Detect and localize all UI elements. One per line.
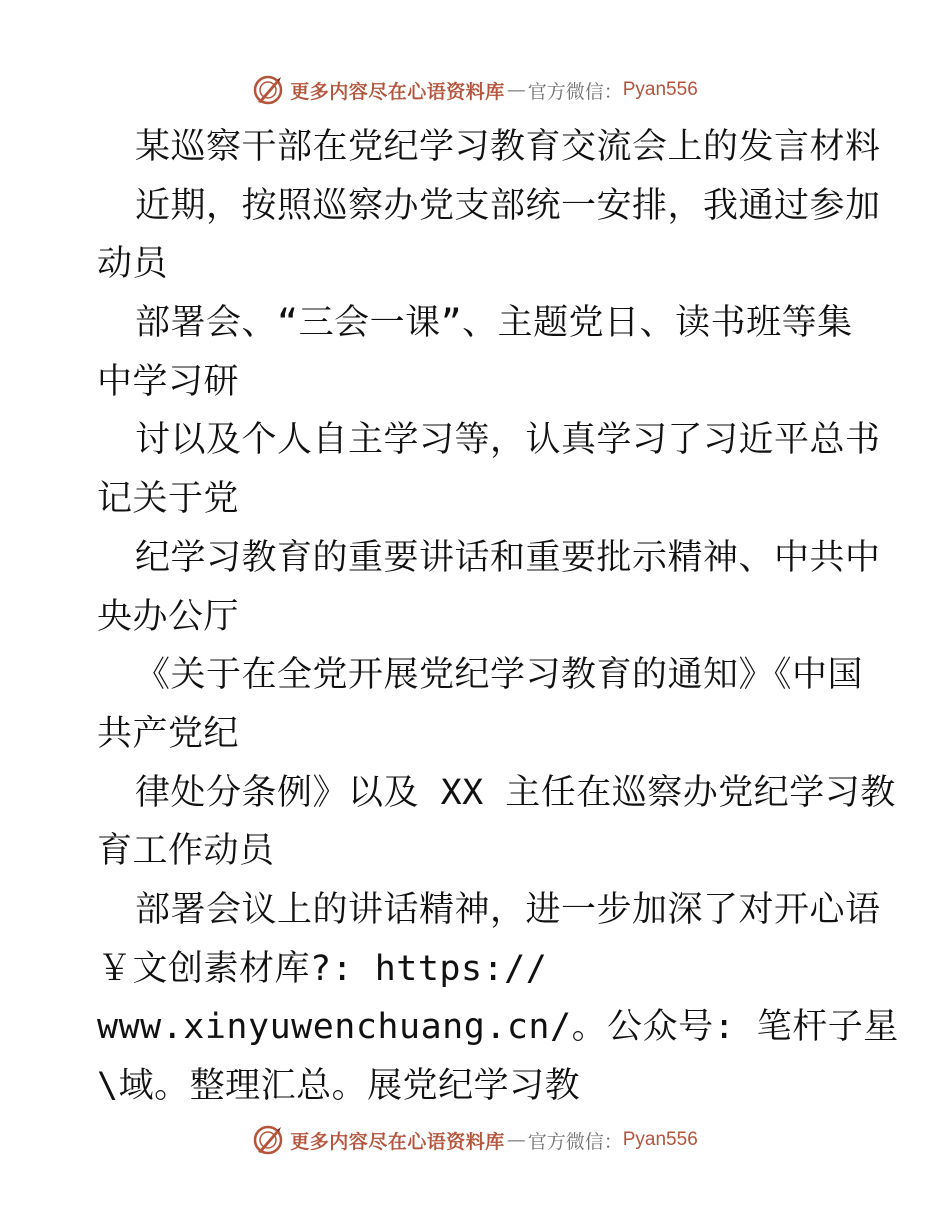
header-banner-main: 更多内容尽在心语资料库 xyxy=(290,80,505,103)
text-line: 《关于在全党开展党纪学习教育的通知》《中国 xyxy=(135,655,864,696)
header-banner-official-label: 官方微信： xyxy=(527,80,623,103)
text-line: 动员 xyxy=(97,244,169,285)
text-line: 央办公厅 xyxy=(97,596,240,637)
document-body xyxy=(97,118,899,1116)
text-line: 育工作动员 xyxy=(97,831,275,872)
header-banner-separator: — xyxy=(506,79,526,101)
header-banner-text xyxy=(290,77,698,104)
text-line: www.xinyuwenchuang.cn/。公众号: 笔杆子星 xyxy=(97,1007,899,1048)
text-line: \域。整理汇总。展党纪学习教 xyxy=(97,1066,581,1106)
footer-banner-text xyxy=(290,1127,698,1154)
footer-banner-official-label: 官方微信： xyxy=(527,1130,623,1153)
footer-banner-wechat-id: Pyan556 xyxy=(622,1129,698,1150)
text-line: 共产党纪 xyxy=(97,713,240,754)
text-line: 律处分条例》以及 XX 主任在巡察办党纪学习教 xyxy=(135,772,896,813)
text-line: 部署会、“三会一课”、主题党日、读书班等集 xyxy=(135,303,853,344)
text-line: 纪学习教育的重要讲话和重要批示精神、中共中 xyxy=(135,537,881,578)
document-title: 某巡察干部在党纪学习教育交流会上的发言材料 xyxy=(135,127,881,167)
footer-banner-separator: — xyxy=(506,1129,526,1151)
text-line: 中学习研 xyxy=(97,361,240,402)
text-line: 部署会议上的讲话精神，进一步加深了对开心语 xyxy=(135,889,881,930)
footer-banner-main: 更多内容尽在心语资料库 xyxy=(290,1130,505,1153)
text-line: 记关于党 xyxy=(97,479,240,520)
header-banner xyxy=(0,73,950,107)
text-line: ￥文创素材库?: https:// xyxy=(97,948,548,989)
header-banner-wechat-id: Pyan556 xyxy=(622,79,698,100)
footer-banner xyxy=(0,1123,950,1157)
text-line: 近期，按照巡察办党支部统一安排，我通过参加 xyxy=(135,185,881,226)
text-line: 讨以及个人自主学习等，认真学习了习近平总书 xyxy=(135,420,881,461)
quill-logo-icon xyxy=(252,1124,284,1156)
quill-logo-icon xyxy=(252,74,284,106)
